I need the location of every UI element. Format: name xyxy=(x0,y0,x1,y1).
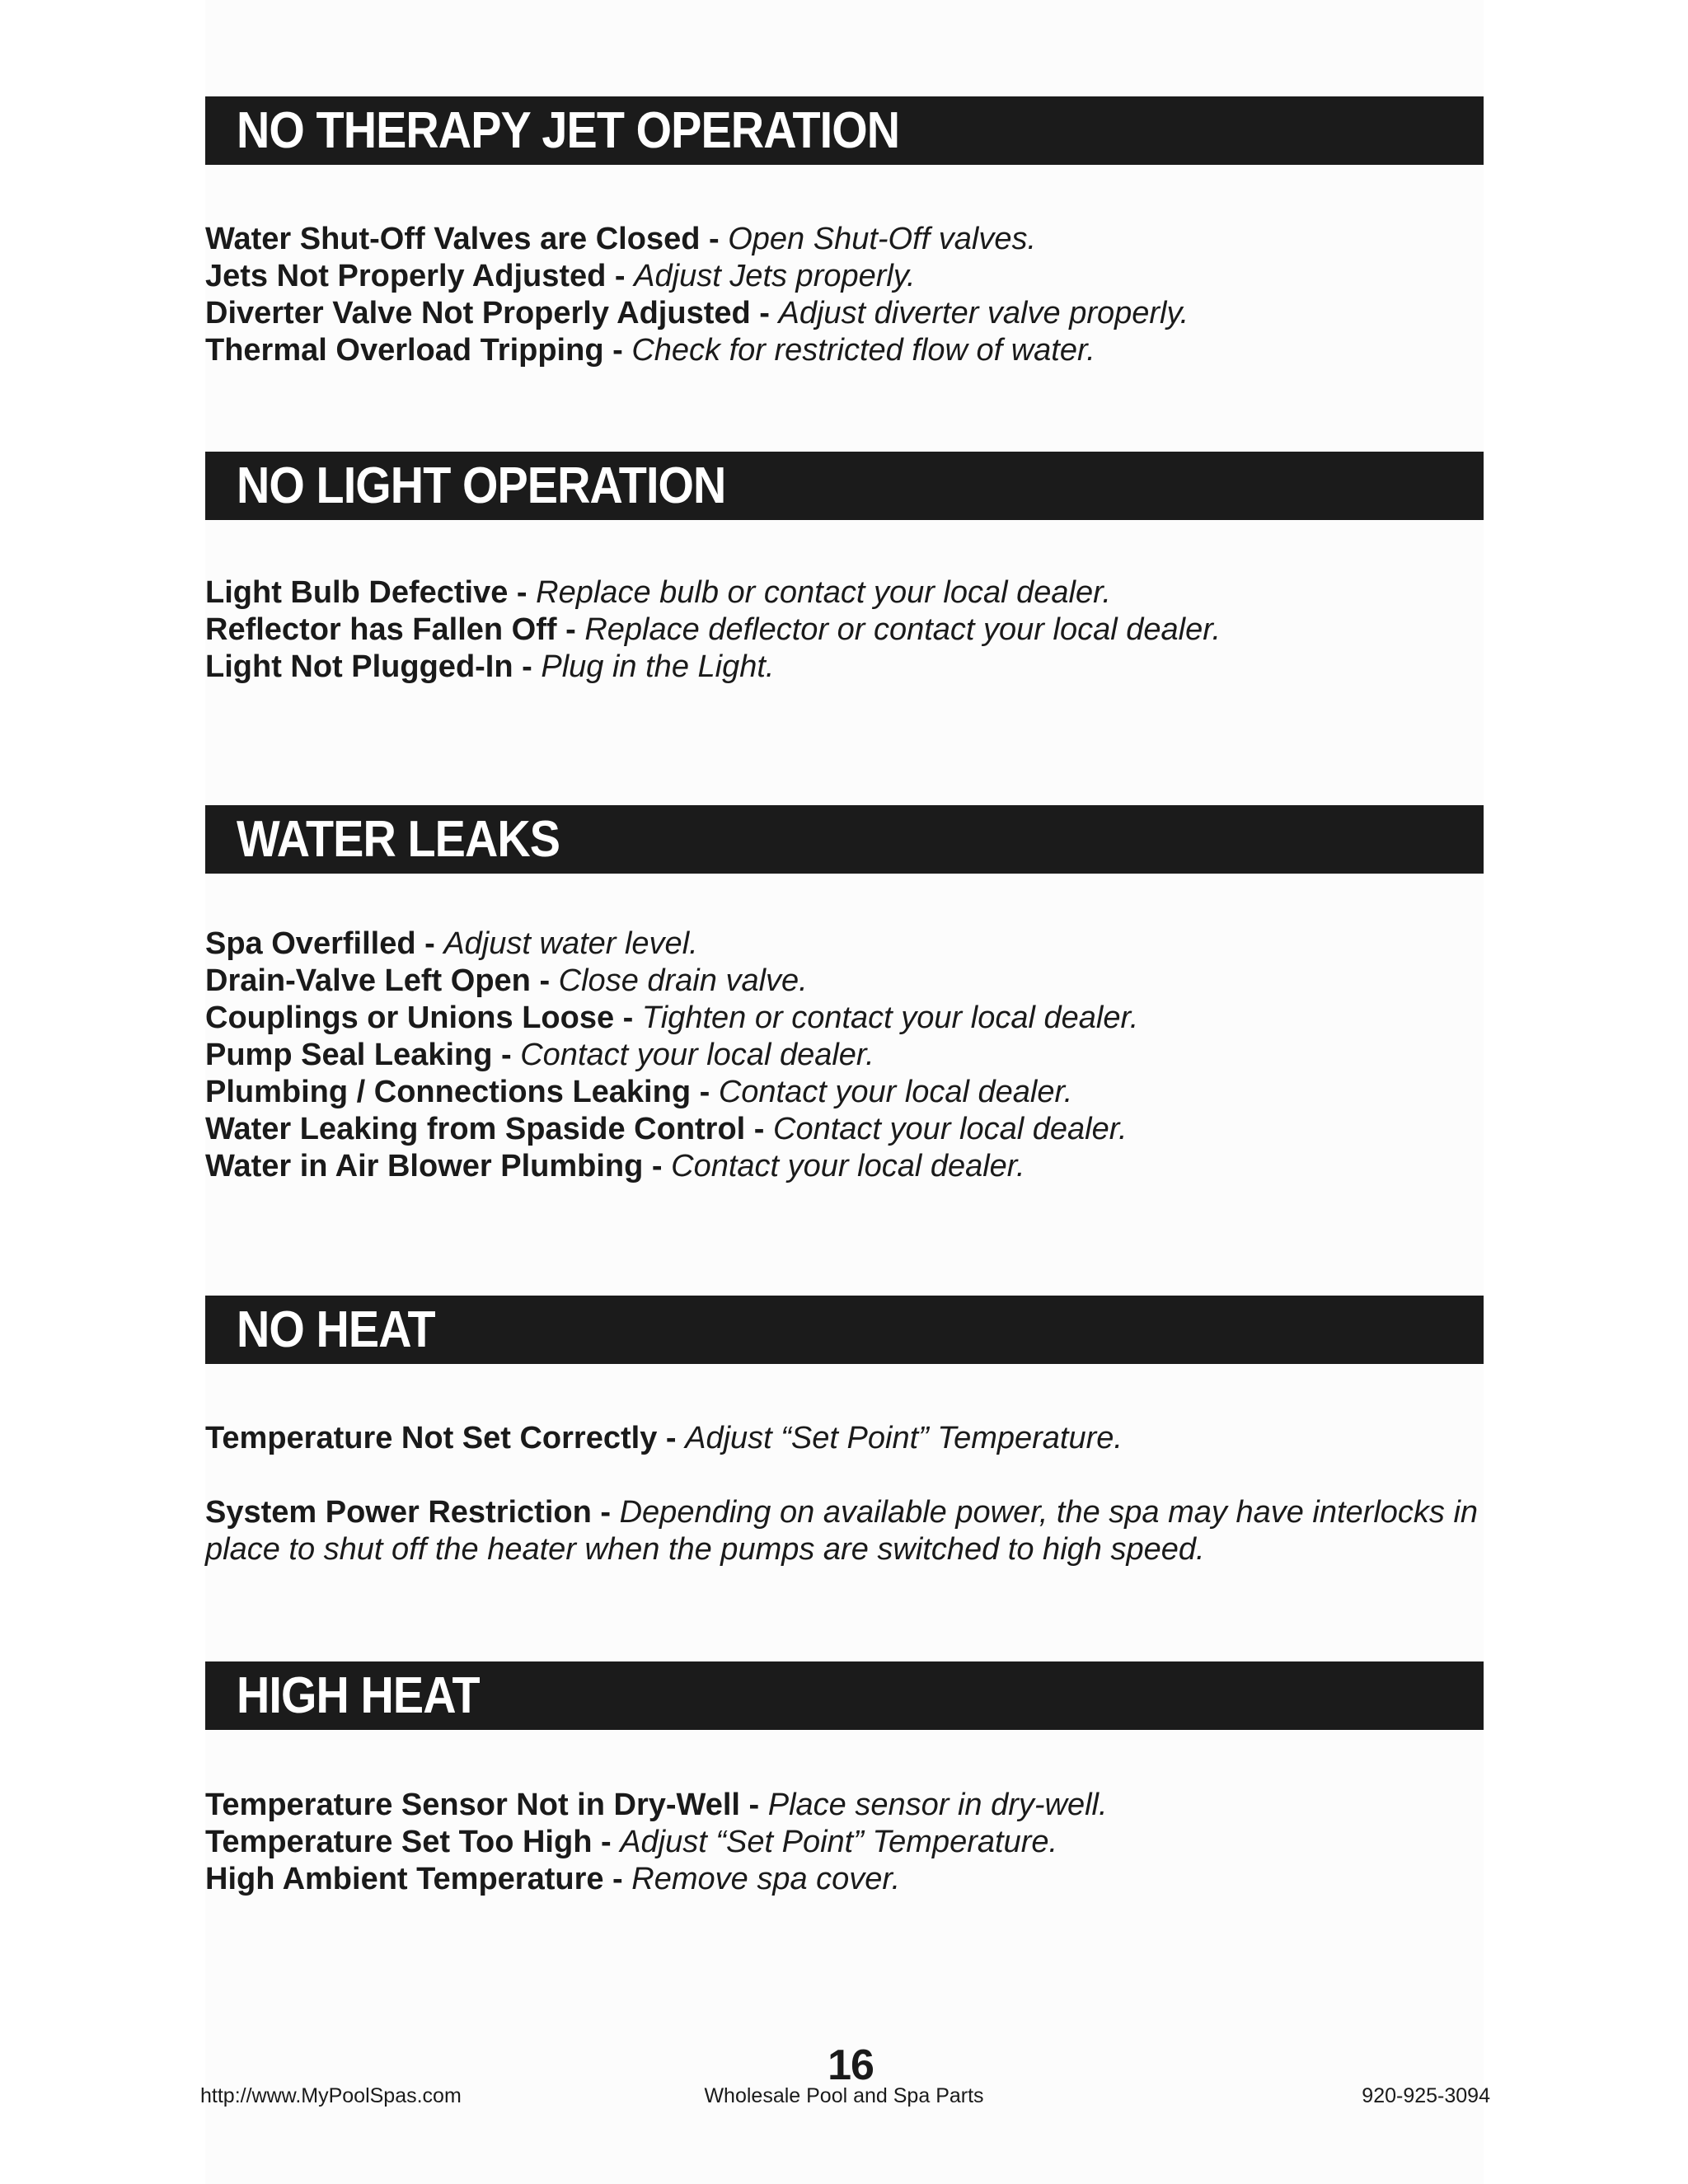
separator: - xyxy=(750,296,779,330)
cause-text: Water in Air Blower Plumbing xyxy=(205,1149,644,1183)
remedy-text: Adjust “Set Point” Temperature. xyxy=(620,1825,1058,1859)
remedy-text: Plug in the Light. xyxy=(541,649,775,684)
remedy-text: Contact your local dealer. xyxy=(718,1075,1073,1109)
troubleshooting-list-no-heat xyxy=(205,1420,1484,1568)
section-header-no-therapy-jet-operation xyxy=(205,96,1484,165)
troubleshooting-item xyxy=(205,1000,1484,1037)
troubleshooting-item xyxy=(205,1824,1484,1861)
separator: - xyxy=(513,649,542,684)
cause-text: Light Bulb Defective xyxy=(205,575,509,610)
section-title: HIGH HEAT xyxy=(237,1666,480,1724)
section-header-no-light-operation xyxy=(205,452,1484,520)
troubleshooting-item xyxy=(205,1074,1484,1111)
remedy-text: Contact your local dealer. xyxy=(671,1149,1025,1183)
separator: - xyxy=(700,222,729,256)
troubleshooting-item xyxy=(205,295,1484,332)
cause-text: Spa Overfilled xyxy=(205,926,416,961)
section-title: NO HEAT xyxy=(237,1301,435,1358)
troubleshooting-item xyxy=(205,574,1484,612)
section-title: NO THERAPY JET OPERATION xyxy=(237,101,900,159)
troubleshooting-item xyxy=(205,1148,1484,1185)
cause-text: Diverter Valve Not Properly Adjusted xyxy=(205,296,751,330)
cause-text: Temperature Set Too High xyxy=(205,1825,593,1859)
cause-text: Light Not Plugged-In xyxy=(205,649,513,684)
troubleshooting-item xyxy=(205,1787,1484,1824)
separator: - xyxy=(606,259,635,293)
remedy-text: Contact your local dealer. xyxy=(520,1038,874,1072)
remedy-text: Remove spa cover. xyxy=(631,1862,901,1896)
cause-text: Thermal Overload Tripping xyxy=(205,333,604,368)
separator: - xyxy=(739,1788,768,1822)
separator: - xyxy=(591,1495,620,1530)
troubleshooting-item xyxy=(205,963,1484,1000)
troubleshooting-item xyxy=(205,649,1484,686)
troubleshooting-item xyxy=(205,926,1484,963)
remedy-text: Adjust water level. xyxy=(443,926,698,961)
remedy-text: Check for restricted flow of water. xyxy=(631,333,1095,368)
section-header-high-heat xyxy=(205,1661,1484,1730)
cause-text: System Power Restriction xyxy=(205,1495,592,1530)
separator: - xyxy=(614,1001,642,1035)
troubleshooting-list-light xyxy=(205,574,1484,686)
page-number: 16 xyxy=(828,2041,874,2089)
remedy-text: Contact your local dealer. xyxy=(773,1112,1128,1146)
troubleshooting-item xyxy=(205,1037,1484,1074)
troubleshooting-list-jets xyxy=(205,221,1484,369)
footer-company: Wholesale Pool and Spa Parts xyxy=(704,2084,984,2107)
cause-text: Couplings or Unions Loose xyxy=(205,1001,615,1035)
remedy-text: Adjust Jets properly. xyxy=(634,259,916,293)
section-header-water-leaks xyxy=(205,805,1484,874)
separator: - xyxy=(745,1112,774,1146)
cause-text: Reflector has Fallen Off xyxy=(205,612,557,647)
cause-text: Plumbing / Connections Leaking xyxy=(205,1075,692,1109)
remedy-text: Replace deflector or contact your local dealer. xyxy=(584,612,1221,647)
separator: - xyxy=(603,333,632,368)
footer-phone: 920-925-3094 xyxy=(1362,2084,1490,2107)
remedy-text: Depending on available power, the spa may have interlocks in place to shut off the heater when the pumps are switched to high speed. xyxy=(205,1495,1479,1567)
section-title: NO LIGHT OPERATION xyxy=(237,457,726,514)
troubleshooting-item xyxy=(205,612,1484,649)
troubleshooting-item xyxy=(205,258,1484,295)
remedy-text: Close drain valve. xyxy=(558,963,808,998)
troubleshooting-list-high-heat xyxy=(205,1787,1484,1898)
troubleshooting-item xyxy=(205,332,1484,369)
separator: - xyxy=(691,1075,719,1109)
remedy-text: Place sensor in dry-well. xyxy=(767,1788,1108,1822)
cause-text: Temperature Not Set Correctly xyxy=(205,1421,658,1455)
separator: - xyxy=(530,963,559,998)
separator: - xyxy=(643,1149,672,1183)
troubleshooting-item xyxy=(205,1420,1484,1457)
remedy-text: Tighten or contact your local dealer. xyxy=(641,1001,1139,1035)
cause-text: High Ambient Temperature xyxy=(205,1862,604,1896)
troubleshooting-item xyxy=(205,1111,1484,1148)
cause-text: Water Shut-Off Valves are Closed xyxy=(205,222,701,256)
cause-text: Drain-Valve Left Open xyxy=(205,963,531,998)
section-title: WATER LEAKS xyxy=(237,810,560,868)
troubleshooting-item xyxy=(205,221,1484,258)
troubleshooting-list-leaks xyxy=(205,926,1484,1185)
separator: - xyxy=(603,1862,632,1896)
troubleshooting-item xyxy=(205,1861,1484,1898)
cause-text: Temperature Sensor Not in Dry-Well xyxy=(205,1788,740,1822)
separator: - xyxy=(556,612,585,647)
cause-text: Water Leaking from Spaside Control xyxy=(205,1112,746,1146)
separator: - xyxy=(657,1421,686,1455)
section-header-no-heat xyxy=(205,1296,1484,1364)
cause-text: Pump Seal Leaking xyxy=(205,1038,493,1072)
remedy-text: Adjust “Set Point” Temperature. xyxy=(685,1421,1123,1455)
troubleshooting-item xyxy=(205,1494,1484,1568)
separator: - xyxy=(492,1038,521,1072)
remedy-text: Open Shut-Off valves. xyxy=(728,222,1037,256)
separator: - xyxy=(592,1825,621,1859)
separator: - xyxy=(508,575,537,610)
remedy-text: Replace bulb or contact your local dealer. xyxy=(536,575,1111,610)
footer-url[interactable]: http://www.MyPoolSpas.com xyxy=(200,2084,462,2107)
separator: - xyxy=(415,926,444,961)
cause-text: Jets Not Properly Adjusted xyxy=(205,259,607,293)
remedy-text: Adjust diverter valve properly. xyxy=(778,296,1189,330)
